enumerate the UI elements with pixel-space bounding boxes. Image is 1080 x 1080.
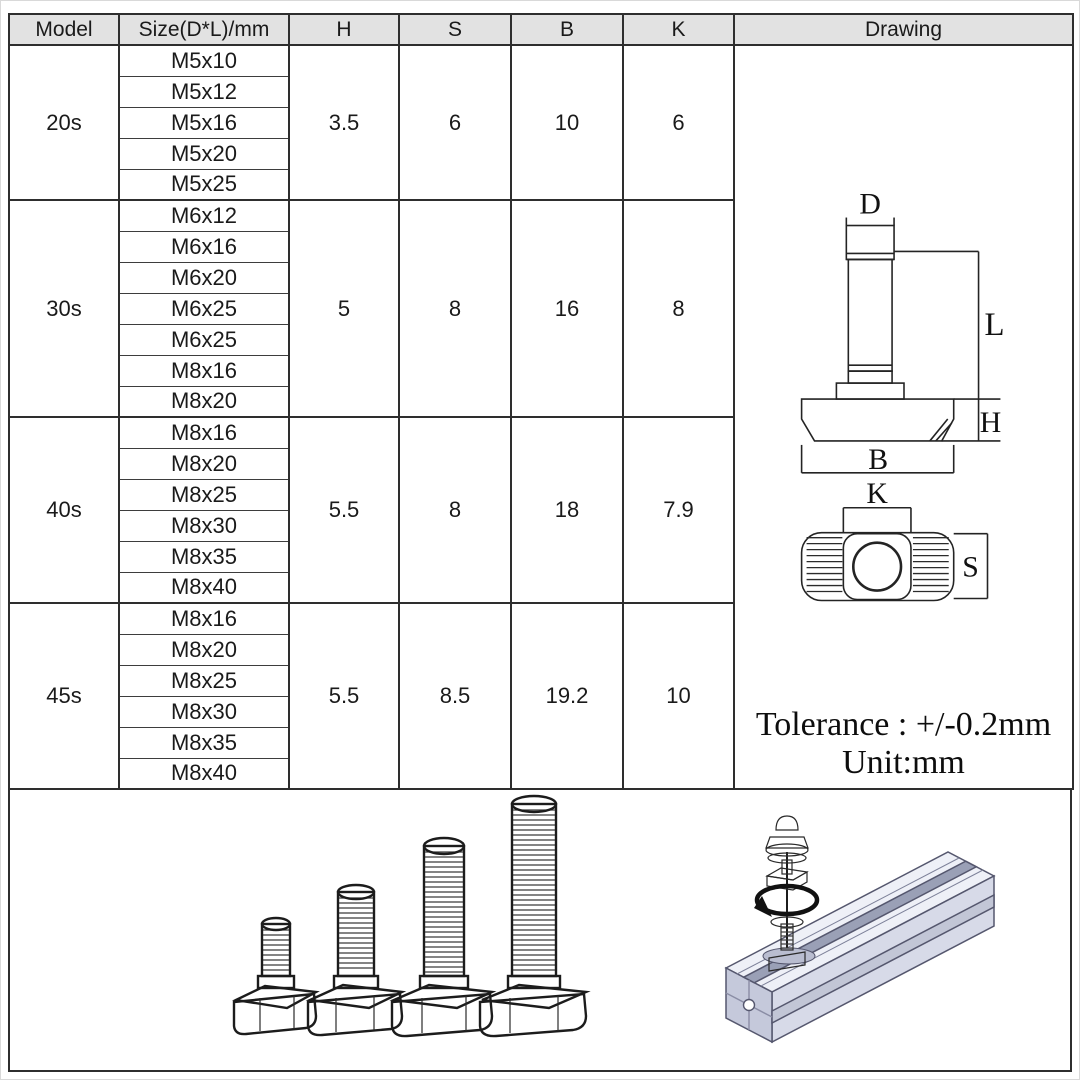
size-cell: M8x40 — [119, 572, 289, 603]
size-cell: M8x35 — [119, 541, 289, 572]
model-cell: 20s — [9, 45, 119, 200]
size-cell: M6x25 — [119, 324, 289, 355]
size-cell: M5x20 — [119, 138, 289, 169]
unit-line: Unit:mm — [842, 744, 965, 781]
model-cell: 40s — [9, 417, 119, 603]
size-cell: M8x16 — [119, 355, 289, 386]
size-cell: M8x20 — [119, 634, 289, 665]
dim-label-l: L — [984, 307, 1005, 344]
size-cell: M8x30 — [119, 510, 289, 541]
tolerance-note — [735, 706, 1072, 782]
col-header-size: Size(D*L)/mm — [119, 14, 289, 45]
size-cell: M5x12 — [119, 76, 289, 107]
size-cell: M6x25 — [119, 293, 289, 324]
b-value-cell: 18 — [511, 417, 623, 603]
s-value-cell: 8 — [399, 417, 511, 603]
b-value-cell: 16 — [511, 200, 623, 417]
size-cell: M8x20 — [119, 386, 289, 417]
illustrations — [10, 790, 1070, 1070]
header-row — [9, 14, 1073, 45]
t-bolt-size-range-illustration — [234, 796, 586, 1036]
size-cell: M5x16 — [119, 107, 289, 138]
k-value-cell: 7.9 — [623, 417, 734, 603]
col-header-k: K — [623, 14, 734, 45]
col-header-drawing: Drawing — [734, 14, 1073, 45]
spec-table-body — [9, 45, 1073, 789]
dim-label-s: S — [962, 550, 979, 584]
k-value-cell: 6 — [623, 45, 734, 200]
size-cell: M6x12 — [119, 200, 289, 231]
illustration-panel — [8, 788, 1072, 1072]
s-value-cell: 8.5 — [399, 603, 511, 789]
col-header-b: B — [511, 14, 623, 45]
size-cell: M8x16 — [119, 603, 289, 634]
size-cell: M8x25 — [119, 665, 289, 696]
profile-assembly-illustration — [726, 816, 994, 1042]
model-cell: 30s — [9, 200, 119, 417]
h-value-cell: 5 — [289, 200, 399, 417]
k-value-cell: 10 — [623, 603, 734, 789]
s-value-cell: 8 — [399, 200, 511, 417]
t-bolt-spec-table — [8, 13, 1074, 790]
table-row — [9, 45, 1073, 76]
size-cell: M8x35 — [119, 727, 289, 758]
h-value-cell: 5.5 — [289, 417, 399, 603]
size-cell: M5x10 — [119, 45, 289, 76]
size-cell: M8x25 — [119, 479, 289, 510]
top-view-hatch-right — [913, 538, 949, 592]
k-value-cell: 8 — [623, 200, 734, 417]
tolerance-line: Tolerance : +/-0.2mm — [755, 706, 1052, 743]
top-view-hatch-left — [807, 538, 843, 592]
size-cell: M6x16 — [119, 231, 289, 262]
dim-label-b: B — [868, 442, 889, 476]
size-cell: M8x30 — [119, 696, 289, 727]
size-cell: M8x16 — [119, 417, 289, 448]
dim-label-d: D — [859, 187, 881, 221]
col-header-s: S — [399, 14, 511, 45]
size-cell: M5x25 — [119, 169, 289, 200]
dim-label-h: H — [979, 405, 1002, 439]
col-header-model: Model — [9, 14, 119, 45]
h-value-cell: 5.5 — [289, 603, 399, 789]
b-value-cell: 19.2 — [511, 603, 623, 789]
drawing-cell — [734, 45, 1073, 789]
dim-label-k: K — [866, 476, 888, 510]
h-value-cell: 3.5 — [289, 45, 399, 200]
size-cell: M8x40 — [119, 758, 289, 789]
b-value-cell: 10 — [511, 45, 623, 200]
col-header-h: H — [289, 14, 399, 45]
model-cell: 45s — [9, 603, 119, 789]
s-value-cell: 6 — [399, 45, 511, 200]
size-cell: M8x20 — [119, 448, 289, 479]
size-cell: M6x20 — [119, 262, 289, 293]
t-bolt-dimension-drawing — [735, 46, 1072, 788]
